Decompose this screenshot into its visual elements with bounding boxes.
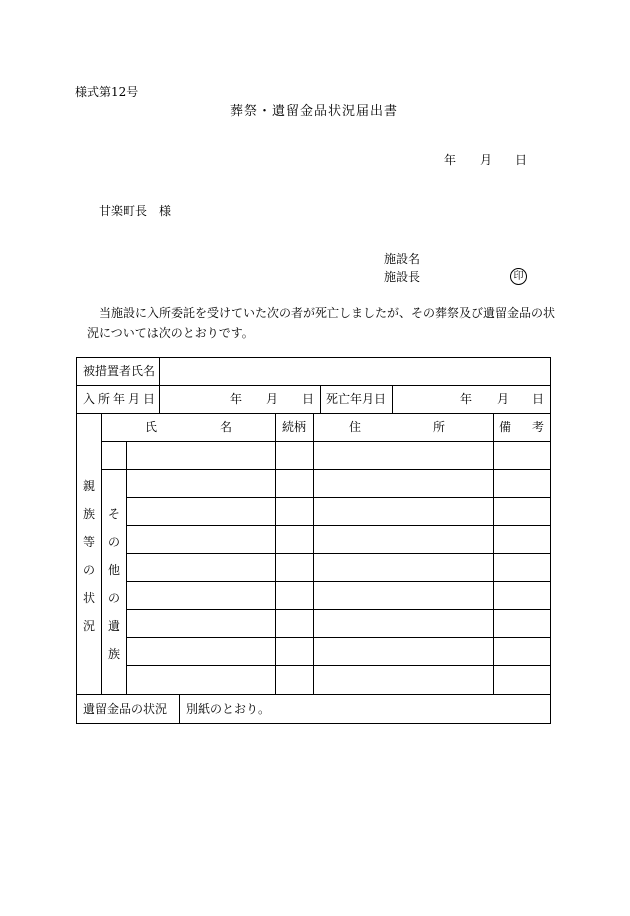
table-divider	[76, 694, 550, 695]
addressee: 甘楽町長 様	[99, 204, 172, 218]
col-address-char-1: 住	[349, 420, 362, 434]
vertical-char: 族	[82, 507, 95, 521]
table-divider	[179, 694, 180, 723]
table-border	[76, 357, 77, 724]
statement-line-1: 当施設に入所委託を受けていた次の者が死亡しましたが、その葬祭及び遺留金品の状	[99, 306, 556, 320]
admission-date-label: 入所年月日	[83, 392, 159, 406]
relatives-entry-area[interactable]	[102, 442, 550, 693]
facility-head-label: 施設長	[384, 270, 421, 284]
vertical-char: の	[107, 591, 120, 605]
vertical-char: 族	[107, 647, 120, 661]
date-month-label: 月	[480, 153, 493, 167]
death-year-label: 年	[460, 392, 473, 406]
vertical-char: 状	[82, 591, 95, 605]
insured-name-field[interactable]	[160, 358, 550, 385]
vertical-char: の	[107, 535, 120, 549]
statement-line-2: 況については次のとおりです。	[87, 326, 254, 340]
death-date-label: 死亡年月日	[326, 392, 387, 406]
seal-mark: 印	[510, 268, 527, 285]
table-divider	[76, 413, 550, 414]
col-remarks-char-2: 考	[532, 420, 545, 434]
admission-date-field[interactable]	[160, 386, 320, 413]
col-remarks-char-1: 備	[499, 420, 512, 434]
death-date-field[interactable]	[393, 386, 550, 413]
vertical-char: 遺	[107, 619, 120, 633]
admission-year-label: 年	[230, 392, 243, 406]
col-relation-header: 続柄	[282, 420, 307, 434]
relatives-status-label	[81, 472, 97, 640]
document-title: 葬祭・遺留金品状況届出書	[230, 104, 399, 119]
vertical-char: そ	[107, 507, 120, 521]
vertical-char: の	[82, 563, 95, 577]
admission-month-label: 月	[266, 392, 279, 406]
vertical-char: 等	[82, 535, 95, 549]
date-year-label: 年	[444, 153, 457, 167]
death-month-label: 月	[497, 392, 510, 406]
belongings-value: 別紙のとおり。	[186, 702, 271, 716]
death-day-label: 日	[532, 392, 545, 406]
col-name-char-2: 名	[220, 420, 233, 434]
belongings-label: 遺留金品の状況	[83, 702, 168, 716]
vertical-char: 況	[82, 619, 95, 633]
table-border	[550, 357, 551, 724]
facility-name-label: 施設名	[384, 252, 421, 266]
admission-day-label: 日	[302, 392, 315, 406]
date-day-label: 日	[515, 153, 528, 167]
col-address-char-2: 所	[433, 420, 446, 434]
table-border	[76, 723, 551, 724]
vertical-char: 他	[107, 563, 120, 577]
form-number: 様式第12号	[75, 85, 139, 99]
insured-name-label: 被措置者氏名	[83, 364, 156, 378]
vertical-char: 親	[82, 479, 95, 493]
table-divider	[320, 385, 321, 413]
col-name-char-1: 氏	[145, 420, 158, 434]
